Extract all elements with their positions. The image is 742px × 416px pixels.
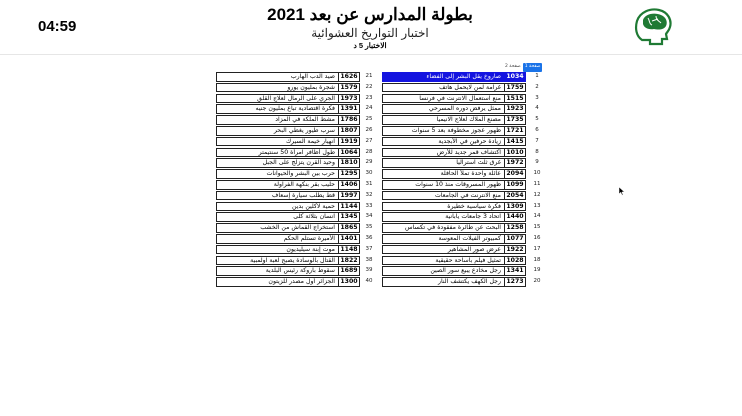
- year-cell[interactable]: 1300: [338, 277, 360, 287]
- year-cell[interactable]: 1807: [338, 126, 360, 136]
- date-row[interactable]: [382, 202, 542, 213]
- row-number: 3: [535, 94, 539, 101]
- year-cell[interactable]: 1786: [338, 115, 360, 125]
- year-cell[interactable]: 1515: [504, 94, 526, 104]
- date-row[interactable]: [216, 104, 381, 115]
- year-cell[interactable]: 1034: [504, 72, 526, 82]
- row-number: 1: [535, 73, 539, 79]
- row-number: 23: [365, 94, 373, 101]
- year-cell[interactable]: 1689: [338, 266, 360, 276]
- date-row[interactable]: [382, 266, 542, 277]
- row-number: 36: [365, 234, 373, 241]
- page-subtitle: اختبار التواريخ العشوائية: [311, 26, 429, 40]
- event-title[interactable]: منع الانترنت في الجامعات: [382, 191, 505, 201]
- row-number: 25: [365, 116, 373, 123]
- row-number: 32: [365, 191, 373, 198]
- row-number: 15: [533, 224, 541, 231]
- row-number: 14: [533, 213, 541, 220]
- event-title[interactable]: موت إبنة سيليديون: [216, 245, 339, 255]
- page-1-button[interactable]: صفحة 1: [523, 63, 543, 72]
- row-number: 4: [535, 105, 539, 112]
- event-title[interactable]: اكتشاف قمر جديد للأرض: [382, 148, 505, 158]
- year-cell[interactable]: 1922: [504, 245, 526, 255]
- event-title[interactable]: صيد الدب الهارب: [216, 72, 339, 82]
- page-2-button[interactable]: صفحة 2: [505, 64, 521, 69]
- date-row[interactable]: [216, 83, 381, 94]
- year-cell[interactable]: 1258: [504, 223, 526, 233]
- year-cell[interactable]: 1341: [504, 266, 526, 276]
- row-number: 24: [365, 105, 373, 112]
- year-cell[interactable]: 1735: [504, 115, 526, 125]
- event-title[interactable]: انسان بثلاثة كلى: [216, 212, 339, 222]
- event-title[interactable]: زيادة حرفين في الأبجدية: [382, 137, 505, 147]
- row-number: 34: [365, 213, 373, 220]
- event-title[interactable]: مصنع الملاك لعلاج الانيميا: [382, 115, 505, 125]
- row-number: 27: [365, 137, 373, 144]
- event-title[interactable]: رجل الكهف يكتشف النار: [382, 277, 505, 287]
- row-number: 11: [533, 180, 541, 187]
- event-title[interactable]: صاروخ يقل البشر إلى الفضاء: [382, 72, 505, 82]
- event-title[interactable]: تمثيل فيلم بأساحة حقيقية: [382, 256, 505, 266]
- row-number: 22: [365, 83, 373, 90]
- row-number: 30: [365, 170, 373, 177]
- row-number: 13: [533, 202, 541, 209]
- row-number: 29: [365, 159, 373, 166]
- row-number: 38: [365, 256, 373, 263]
- date-row[interactable]: [216, 72, 381, 83]
- event-title[interactable]: الجري على الرمال لعلاج القلق: [216, 94, 339, 104]
- date-row[interactable]: [382, 223, 542, 234]
- title-block: [220, 4, 520, 51]
- event-title[interactable]: ظهور عجوز مخطوفة بعد 5 سنوات: [382, 126, 505, 136]
- row-number: 26: [365, 126, 373, 133]
- row-number: 2: [535, 83, 539, 90]
- event-title[interactable]: عرض صور المشاهير: [382, 245, 505, 255]
- event-title[interactable]: منع استعمال الانترنت في فرنسا: [382, 94, 505, 104]
- date-row[interactable]: [382, 180, 542, 191]
- row-number: 5: [535, 116, 539, 123]
- event-title[interactable]: استخراج القماش من الخشب: [216, 223, 339, 233]
- mouse-cursor-icon: [619, 187, 625, 196]
- date-row[interactable]: [216, 212, 381, 223]
- brain-head-logo-icon: [632, 6, 674, 48]
- date-row[interactable]: [216, 126, 381, 137]
- row-number: 16: [533, 234, 541, 241]
- date-row[interactable]: [382, 234, 542, 245]
- date-row[interactable]: [216, 137, 381, 148]
- year-cell[interactable]: 1415: [504, 137, 526, 147]
- date-row[interactable]: [216, 266, 381, 277]
- year-cell[interactable]: 1099: [504, 180, 526, 190]
- app-header: [0, 0, 742, 55]
- event-title[interactable]: القتال بالوسادة يصبح لعبة اولمبية: [216, 256, 339, 266]
- row-number: 9: [535, 159, 539, 166]
- date-row[interactable]: [382, 158, 542, 169]
- event-title[interactable]: حليب بقر بنكهة الفراولة: [216, 180, 339, 190]
- date-row[interactable]: [216, 277, 381, 288]
- event-title[interactable]: سقوط باروكة رئيس البلدية: [216, 266, 339, 276]
- pagination: [505, 63, 542, 72]
- date-row[interactable]: [382, 83, 542, 94]
- year-cell[interactable]: 1345: [338, 212, 360, 222]
- event-title[interactable]: عائلة واحدة تملأ الحافلة: [382, 169, 505, 179]
- year-cell[interactable]: 1822: [338, 256, 360, 266]
- year-cell[interactable]: 1440: [504, 212, 526, 222]
- year-cell[interactable]: 1028: [504, 256, 526, 266]
- year-cell[interactable]: 1973: [338, 94, 360, 104]
- event-title[interactable]: طول أظافر امرأة 50 سنتيمتر: [216, 148, 339, 158]
- event-title[interactable]: ممثل يرفض دوره المسرحي: [382, 104, 505, 114]
- date-row[interactable]: [382, 191, 542, 202]
- year-cell[interactable]: 1919: [338, 137, 360, 147]
- row-number: 8: [535, 148, 539, 155]
- row-number: 40: [365, 278, 373, 285]
- year-cell[interactable]: 1144: [338, 202, 360, 212]
- event-title[interactable]: حرب بين البشر والحيوانات: [216, 169, 339, 179]
- row-number: 20: [533, 278, 541, 285]
- event-title[interactable]: انهيار خيمة السيرك: [216, 137, 339, 147]
- event-title[interactable]: الجزائر أول مصدر للزيتون: [216, 277, 339, 287]
- date-row[interactable]: [216, 158, 381, 169]
- year-cell[interactable]: 1972: [504, 158, 526, 168]
- event-title[interactable]: كمبيوتر الفيلات المعوسة: [382, 234, 505, 244]
- date-row[interactable]: [216, 223, 381, 234]
- row-number: 31: [365, 180, 373, 187]
- year-cell[interactable]: 1010: [504, 148, 526, 158]
- event-title[interactable]: سرب طيور يغطي البحر: [216, 126, 339, 136]
- row-number: 39: [365, 267, 373, 274]
- event-title[interactable]: غرق ثلث استراليا: [382, 158, 505, 168]
- row-number: 17: [533, 245, 541, 252]
- date-row[interactable]: [216, 94, 381, 105]
- row-number: 21: [365, 73, 373, 79]
- event-title[interactable]: فكرة اقتصادية تباع بمليون جنيه: [216, 104, 339, 114]
- year-cell[interactable]: 1064: [338, 148, 360, 158]
- event-title[interactable]: حمية لاكلين بدين: [216, 202, 339, 212]
- date-row[interactable]: [216, 115, 381, 126]
- row-number: 18: [533, 256, 541, 263]
- date-row[interactable]: [216, 169, 381, 180]
- year-cell[interactable]: 1273: [504, 277, 526, 287]
- date-row[interactable]: [382, 256, 542, 267]
- row-number: 19: [533, 267, 541, 274]
- year-cell[interactable]: 1309: [504, 202, 526, 212]
- year-cell[interactable]: 1923: [504, 104, 526, 114]
- event-title[interactable]: اتحاد 3 جامعات يابانية: [382, 212, 505, 222]
- event-title[interactable]: مشط الملكة في المزاد: [216, 115, 339, 125]
- date-row[interactable]: [382, 104, 542, 115]
- date-row[interactable]: [216, 202, 381, 213]
- year-cell[interactable]: 1401: [338, 234, 360, 244]
- date-row[interactable]: [382, 277, 542, 288]
- date-row[interactable]: [382, 115, 542, 126]
- date-row[interactable]: [382, 245, 542, 256]
- date-row[interactable]: [216, 234, 381, 245]
- page-title: بطولة المدارس عن بعد 2021: [267, 5, 473, 24]
- row-number: 12: [533, 191, 541, 198]
- date-row[interactable]: [382, 94, 542, 105]
- event-title[interactable]: شجرة بمليون يورو: [216, 83, 339, 93]
- date-row[interactable]: [216, 191, 381, 202]
- year-cell[interactable]: 1391: [338, 104, 360, 114]
- year-cell[interactable]: 1295: [338, 169, 360, 179]
- year-cell[interactable]: 1626: [338, 72, 360, 82]
- year-cell[interactable]: 1721: [504, 126, 526, 136]
- date-row[interactable]: [382, 126, 542, 137]
- row-number: 28: [365, 148, 373, 155]
- right-column: [382, 72, 542, 288]
- year-cell[interactable]: 2094: [504, 169, 526, 179]
- event-title[interactable]: غرامة لمن لايحمل هاتف: [382, 83, 505, 93]
- event-title[interactable]: ظهور المسروقات منذ 10 سنوات: [382, 180, 505, 190]
- test-duration: الاختبار 5 د: [353, 41, 387, 50]
- date-row[interactable]: [216, 245, 381, 256]
- year-cell[interactable]: 1810: [338, 158, 360, 168]
- year-cell[interactable]: 1077: [504, 234, 526, 244]
- date-row[interactable]: [216, 256, 381, 267]
- year-cell[interactable]: 1579: [338, 83, 360, 93]
- date-row[interactable]: [382, 148, 542, 159]
- date-row[interactable]: [216, 180, 381, 191]
- date-row[interactable]: [382, 72, 542, 83]
- year-cell[interactable]: 1148: [338, 245, 360, 255]
- year-cell[interactable]: 1997: [338, 191, 360, 201]
- year-cell[interactable]: 1759: [504, 83, 526, 93]
- row-number: 10: [533, 170, 541, 177]
- countdown-timer: 04:59: [38, 18, 77, 35]
- year-cell[interactable]: 1865: [338, 223, 360, 233]
- date-row[interactable]: [216, 148, 381, 159]
- row-number: 6: [535, 126, 539, 133]
- event-title[interactable]: الأميرة تستلم الحكم: [216, 234, 339, 244]
- left-column: [216, 72, 381, 288]
- event-title[interactable]: البحث عن طائرة مفقودة في تكساس: [382, 223, 505, 233]
- date-row[interactable]: [382, 169, 542, 180]
- year-cell[interactable]: 1406: [338, 180, 360, 190]
- event-title[interactable]: رجل مخادع يبيع سور الصين: [382, 266, 505, 276]
- event-title[interactable]: فكرة سياسية خطيرة: [382, 202, 505, 212]
- date-row[interactable]: [382, 137, 542, 148]
- date-row[interactable]: [382, 212, 542, 223]
- row-number: 33: [365, 202, 373, 209]
- row-number: 35: [365, 224, 373, 231]
- row-number: 37: [365, 245, 373, 252]
- row-number: 7: [535, 137, 539, 144]
- year-cell[interactable]: 2054: [504, 191, 526, 201]
- event-title[interactable]: وحيد القرن يتزلج على الجبل: [216, 158, 339, 168]
- event-title[interactable]: قط يطلب سيارة إسعاف: [216, 191, 339, 201]
